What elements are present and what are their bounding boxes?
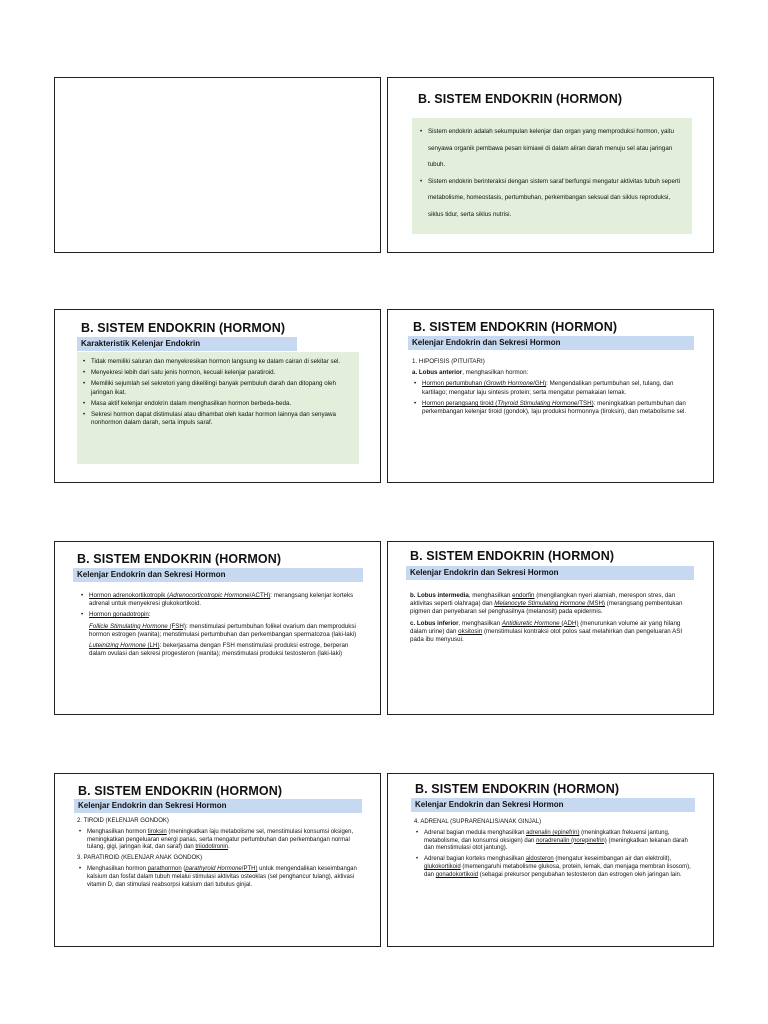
section-header: Kelenjar Endokrin dan Sekresi Hormon [408, 336, 694, 350]
slide-title: B. SISTEM ENDOKRIN (HORMON) [78, 784, 283, 798]
hormone-name [185, 866, 257, 872]
text: Menghasilkan hormon [87, 828, 148, 835]
slide-content [418, 124, 686, 226]
text: parathyroid Hormone [185, 865, 242, 872]
list-item [89, 611, 363, 619]
text: (mengatur keseimbangan air dan elektrolit), [553, 856, 672, 863]
hormone-name [502, 620, 579, 627]
section-heading: 2. TIROID (KELENJAR GONDOK) [77, 818, 169, 824]
list-item [422, 400, 694, 416]
slide-title: B. SISTEM ENDOKRIN (HORMON) [413, 320, 618, 334]
hormone-name: aldosteron [525, 856, 554, 863]
list-item: • Tidak memiliki saluran dan menyekresikan hormon langsung ke dalam cairan di sekitar sel. [91, 358, 353, 366]
hormone-name [494, 600, 605, 607]
slide-4 [387, 309, 714, 483]
hormone-name: tiroksin [147, 828, 167, 835]
slide-5 [54, 541, 381, 715]
section-header: Kelenjar Endokrin dan Sekresi Hormon [411, 798, 695, 812]
text: /PTH) [241, 865, 258, 872]
text: /TSH) [577, 399, 594, 407]
hormone-name: noradrenalin (norepinefrin) [536, 837, 607, 844]
text: Melanocyte Stimulating Hormone [494, 600, 586, 608]
list-item: • Sekresi hormon dapat distimulasi atau dihambat oleh kadar hormon lainnya dan senyawa nonhormon dalam darah, serta impuls saraf. [91, 411, 353, 427]
text: (LH) [145, 642, 160, 650]
text: (meningkatkan laju metabolisme sel, menstimulasi konsumsi oksigen, meningkatkan pengeluaran energi panas, serta mengatur pertumbuhan dan perkembangan normal tulang, gigi, jaringan ikat, dan saraf) dan [87, 828, 354, 851]
list-item [422, 380, 694, 396]
list-item: • Menyekresi lebih dari satu jenis hormon, kecuali kelenjar paratiroid. [91, 369, 353, 377]
slide-title: B. SISTEM ENDOKRIN (HORMON) [77, 552, 282, 566]
text: Follicle Stimulating Hormone [89, 622, 168, 630]
text: , menghasilkan hormon: [462, 369, 529, 377]
slide-7 [54, 773, 381, 947]
section-header: Karakteristik Kelenjar Endokrin [77, 337, 297, 351]
slide-title: B. SISTEM ENDOKRIN (HORMON) [410, 549, 615, 563]
list-item: • Sistem endokrin berinteraksi dengan sistem saraf berfungsi mengatur aktivitas tubuh seperti metabolisme, homeostasis, pertumbuhan, perkembangan seksual dan siklus reproduksi, siklus tidur, serta siklus nutrisi. [428, 174, 686, 224]
text: Adrenocorticotropic Hormone [169, 592, 250, 599]
text: : Mengendalikan pertumbuhan sel, tulang, dan kartilago; mengatur laju sintesis protein; serta mengatur pemakaian lemak. [422, 380, 674, 396]
lh-text [79, 642, 363, 658]
text: : merangsang kelenjar korteks adrenal untuk menyekresi glukokortikoid. [89, 592, 354, 608]
text: Thyroid Stimulating Hormone [497, 399, 578, 407]
slide-content [412, 358, 694, 419]
list-item [89, 592, 363, 608]
hormone-name: triiodotironin [195, 844, 229, 851]
text: (mengilangkan nyeri alamiah, merespon stres, dan aktivitas seperti olahraga) dan [410, 592, 676, 608]
slide-content [414, 819, 696, 883]
slide-6 [387, 541, 714, 715]
text: , menghasilkan [468, 592, 513, 599]
hormone-name: parathormon [147, 865, 182, 872]
text: : menstimulasi pertumbuhan folikel ovarium dan memproduksi hormon estrogen (wanita); menstimulasi pertumbuhan dan perkembangan spermatozoa (laki-laki) [89, 622, 357, 638]
list-item: • Masa aktif kelenjar endokrin dalam menghasilkan hormon berbeda-beda. [91, 400, 353, 408]
hormone-name: oksitosin [458, 627, 483, 635]
slide-2 [387, 77, 714, 253]
slide-8 [387, 773, 714, 947]
text: Adrenal bagian korteks menghasilkan [424, 856, 526, 863]
text: (meningkatkan tekanan darah dan menstimulasi otot jantung). [424, 837, 688, 852]
hormone-name [89, 623, 186, 630]
lobus-intermedia-text [410, 592, 696, 617]
text: (ADH) [559, 619, 579, 627]
hormone-name [422, 380, 546, 387]
slide-1 [54, 77, 381, 253]
text: : [148, 611, 151, 619]
slide-content [410, 592, 696, 647]
text: (MSH) [585, 600, 605, 608]
slide-content [81, 358, 353, 430]
lobus-label: c. Lobus inferior [410, 619, 459, 627]
text: ( [181, 865, 186, 872]
text: untuk mengendalikan keseimbangan kalsium dan fosfat dalam tubuh melalui stimulasi aktivitas osteoklas (sel penghancur tulang), aktivasi vitamin D, dan stimulasi reabsorpsi kalsium dari tubulus ginjal. [87, 865, 357, 888]
text: (menurunkan volume air yang hilang dalam urine) dan [410, 619, 681, 635]
slide-3 [54, 309, 381, 483]
text: , menghasilkan [458, 619, 502, 627]
text: (memengaruhi metabolisme glukosa, protein, lemak, dan menjaga membran lisosom), dan [424, 863, 691, 878]
section-heading: 4. ADRENAL (SUPRARENALIS/ANAK GINJAL) [414, 819, 542, 825]
hormone-name [89, 642, 160, 649]
section-heading: 3. PARATIROID (KELENJAR ANAK GONDOK) [77, 855, 203, 862]
hormone-name: Hormon gonadotropin [89, 611, 149, 619]
lobus-label: a. Lobus anterior [412, 369, 463, 377]
hormone-name: adrenalin (epinefrin) [526, 829, 580, 836]
slide-title: B. SISTEM ENDOKRIN (HORMON) [415, 782, 620, 796]
text: (menstimulasi kontraksi otot polos saat melahirkan dan pengeluaran ASI pada ibu menyusui. [410, 627, 683, 644]
text: Antidiuretic Hormone [501, 619, 560, 627]
list-item [424, 830, 696, 853]
text: . [228, 844, 230, 851]
text: Growth Hormone [485, 380, 534, 388]
text: : bekerjasama dengan FSH menstimulasi produksi estroge, berperan dalam ovulasi dan sekresi progesteron (wanita); menstimulasi produksi testosteron (laki-laki) [89, 642, 349, 658]
section-header: Kelenjar Endokrin dan Sekresi Hormon [74, 799, 362, 813]
fsh-text [79, 623, 363, 639]
text: /ACTH) [249, 592, 271, 599]
section-header: Kelenjar Endokrin dan Sekresi Hormon [406, 566, 694, 580]
text: (meningkatkan frekuensi jantung, metabolisme, dan konsumsi oksigen) dan [424, 829, 670, 844]
hormone-name: endorfin [512, 592, 535, 599]
hormone-name [89, 592, 270, 599]
text: : meningkatkan pertumbuhan dan perkembangan kelenjar tiroid (gondok), laju produksi hormonnya (tiroksin), dan metabolisme sel. [422, 399, 687, 416]
list-item [424, 856, 696, 879]
text: Adrenal bagian medula menghasilkan [424, 829, 527, 836]
text: Luteinizing Hormone [89, 642, 146, 650]
hormone-name: gonadokortikoid [435, 871, 479, 878]
slide-title: B. SISTEM ENDOKRIN (HORMON) [418, 92, 623, 106]
section-heading: 1. HIPOFISIS (PITUITARI) [412, 358, 485, 365]
hormone-name [422, 400, 594, 407]
list-item [87, 866, 363, 889]
text: Menghasilkan hormon [87, 865, 148, 872]
text: /GH) [533, 380, 547, 388]
list-item [87, 829, 363, 852]
text: (FSH) [167, 622, 186, 630]
slide-content [77, 818, 363, 892]
hormone-name: glukokortikoid [424, 863, 461, 870]
list-item: • Sistem endokrin adalah sekumpulan kelenjar dan organ yang memproduksi hormon, yaitu senyawa organik pembawa pesan kimiawi di dalam aliran darah menuju sel atau jaringan tubuh. [428, 124, 686, 174]
text: Hormon pertumbuhan ( [422, 380, 486, 388]
section-header: Kelenjar Endokrin dan Sekresi Hormon [73, 568, 363, 582]
slide-content [79, 592, 363, 661]
text: Hormon perangsang tiroid ( [422, 399, 498, 407]
list-item: • Memiliki sejumlah sel sekretori yang dikelilingi banyak pembuluh darah dan ditopang oleh jaringan ikat. [91, 380, 353, 396]
lobus-label: b. Lobus intermedia [410, 592, 469, 599]
text: (sebagai prekursor pengubahan testosteron dan estrogen oleh jaringan lain. [478, 871, 682, 878]
lobus-inferior-text [410, 620, 696, 645]
slide-title: B. SISTEM ENDOKRIN (HORMON) [81, 321, 286, 335]
text: (merangsang pembentukan pigmen dan penyebaran sel penghasilnya (melanosit) pada epidermis. [410, 600, 683, 616]
text: Hormon adrenokortikotropik ( [89, 592, 170, 599]
